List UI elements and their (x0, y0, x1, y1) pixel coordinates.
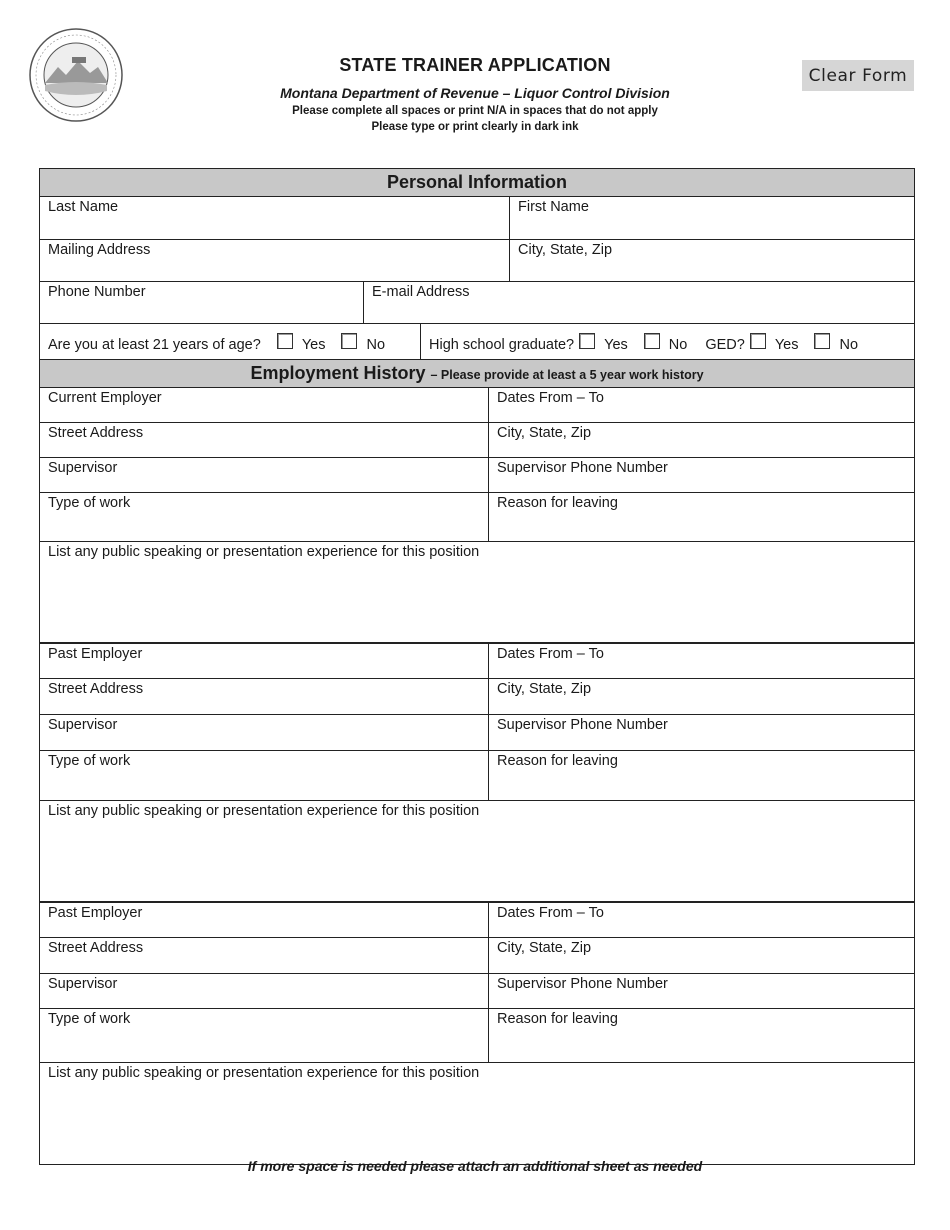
employer-3-supervisor-phone-field[interactable] (488, 974, 914, 1008)
employer-1-city-field[interactable] (488, 423, 914, 457)
employer-3-city-field[interactable] (488, 938, 914, 973)
age-no-checkbox[interactable] (341, 333, 357, 349)
employer-3-label: Past Employer (48, 905, 143, 921)
footer-note: If more space is needed please attach an additional sheet as needed (247, 1158, 703, 1174)
speaking-label: List any public speaking or presentation experience for this position (48, 544, 480, 560)
reason-label: Reason for leaving (497, 495, 618, 511)
employment-history-heading (40, 360, 914, 388)
hs-yes-checkbox[interactable] (579, 333, 595, 349)
ged-yes-checkbox[interactable] (750, 333, 766, 349)
employer-3-reason-field[interactable] (488, 1009, 914, 1062)
application-form (39, 168, 915, 1165)
age-question-label: Are you at least 21 years of age? (48, 337, 261, 353)
hs-no-label: No (668, 337, 688, 353)
employer-3-street-field[interactable] (40, 938, 488, 973)
last-name-label: Last Name (48, 199, 119, 215)
employer-2-supervisor-row (40, 715, 914, 751)
city-state-zip-label: City, State, Zip (518, 242, 613, 258)
age-yes-checkbox[interactable] (277, 333, 293, 349)
last-name-field[interactable] (40, 197, 509, 239)
first-name-field[interactable] (509, 197, 914, 239)
employer-2-supervisor-field[interactable] (40, 715, 488, 750)
phone-number-label: Phone Number (48, 284, 146, 300)
type-of-work-label: Type of work (48, 495, 131, 511)
employment-history-title: Employment History (250, 363, 426, 383)
employer-1-work-row (40, 493, 914, 542)
employer-3-field[interactable] (40, 903, 488, 937)
reason-label: Reason for leaving (497, 753, 618, 769)
email-address-label: E-mail Address (372, 284, 470, 300)
employer-1-supervisor-field[interactable] (40, 458, 488, 492)
hs-yes-label: Yes (604, 337, 628, 353)
street-label: Street Address (48, 425, 144, 441)
city-state-zip-field[interactable] (509, 240, 914, 281)
dates-label: Dates From – To (497, 390, 604, 406)
speaking-label: List any public speaking or presentation experience for this position (48, 803, 480, 819)
ged-yes-label: Yes (774, 337, 799, 353)
employer-1-type-of-work-field[interactable] (40, 493, 488, 541)
employer-1-row (40, 388, 914, 423)
age-no-label: No (366, 337, 386, 353)
instruction-na: Please complete all spaces or print N/A in spaces that do not apply (292, 105, 658, 117)
employer-1-speaking-field[interactable] (40, 542, 914, 642)
dates-label: Dates From – To (497, 646, 604, 662)
employer-1-speaking-row (40, 542, 914, 644)
supervisor-phone-label: Supervisor Phone Number (497, 976, 668, 992)
street-label: Street Address (48, 940, 144, 956)
education-question (420, 324, 914, 359)
dates-label: Dates From – To (497, 905, 604, 921)
eligibility-row (40, 324, 914, 360)
employer-2-address-row (40, 679, 914, 715)
supervisor-label: Supervisor (48, 976, 118, 992)
employer-1-street-field[interactable] (40, 423, 488, 457)
supervisor-phone-label: Supervisor Phone Number (497, 460, 668, 476)
speaking-label: List any public speaking or presentation experience for this position (48, 1065, 480, 1081)
city-label: City, State, Zip (497, 425, 592, 441)
supervisor-label: Supervisor (48, 717, 118, 733)
instruction-ink: Please type or print clearly in dark ink (371, 121, 579, 133)
type-of-work-label: Type of work (48, 753, 131, 769)
personal-information-heading: Personal Information (40, 169, 914, 197)
reason-label: Reason for leaving (497, 1011, 618, 1027)
ged-question-label: GED? (705, 337, 745, 353)
ged-no-label: No (839, 337, 859, 353)
employer-2-work-row (40, 751, 914, 801)
supervisor-label: Supervisor (48, 460, 118, 476)
hs-no-checkbox[interactable] (644, 333, 660, 349)
employer-3-dates-field[interactable] (488, 903, 914, 937)
employer-1-address-row (40, 423, 914, 458)
email-address-field[interactable] (363, 282, 914, 323)
mailing-address-label: Mailing Address (48, 242, 151, 258)
city-label: City, State, Zip (497, 940, 592, 956)
employer-3-supervisor-field[interactable] (40, 974, 488, 1008)
age-yes-label: Yes (301, 337, 326, 353)
employer-1-supervisor-phone-field[interactable] (488, 458, 914, 492)
employer-2-label: Past Employer (48, 646, 143, 662)
hs-question-label: High school graduate? (429, 337, 575, 353)
name-row (40, 197, 914, 240)
clear-form-button[interactable]: Clear Form (802, 60, 914, 91)
address-row (40, 240, 914, 282)
contact-row (40, 282, 914, 324)
employer-2-reason-field[interactable] (488, 751, 914, 800)
employer-1-field[interactable] (40, 388, 488, 422)
employer-2-type-of-work-field[interactable] (40, 751, 488, 800)
type-of-work-label: Type of work (48, 1011, 131, 1027)
employer-2-speaking-row (40, 801, 914, 903)
employer-1-label: Current Employer (48, 390, 162, 406)
employer-1-reason-field[interactable] (488, 493, 914, 541)
city-label: City, State, Zip (497, 681, 592, 697)
employer-3-supervisor-row (40, 974, 914, 1009)
form-subtitle: Montana Department of Revenue – Liquor Control Division (280, 85, 670, 101)
supervisor-phone-label: Supervisor Phone Number (497, 717, 668, 733)
employer-2-row (40, 644, 914, 679)
employer-3-row (40, 903, 914, 938)
employer-3-speaking-field[interactable] (40, 1063, 914, 1164)
employer-3-type-of-work-field[interactable] (40, 1009, 488, 1062)
employer-2-dates-field[interactable] (488, 644, 914, 678)
employer-1-dates-field[interactable] (488, 388, 914, 422)
employer-2-field[interactable] (40, 644, 488, 678)
ged-no-checkbox[interactable] (814, 333, 830, 349)
employer-2-city-field[interactable] (488, 679, 914, 714)
employer-3-work-row (40, 1009, 914, 1063)
phone-number-field[interactable] (40, 282, 363, 323)
street-label: Street Address (48, 681, 144, 697)
mailing-address-field[interactable] (40, 240, 509, 281)
employment-history-note: – Please provide at least a 5 year work history (430, 368, 704, 382)
first-name-label: First Name (518, 199, 589, 215)
employer-2-speaking-field[interactable] (40, 801, 914, 901)
employer-2-supervisor-phone-field[interactable] (488, 715, 914, 750)
state-seal-logo (28, 27, 124, 123)
employer-2-street-field[interactable] (40, 679, 488, 714)
age-question (40, 324, 420, 359)
employer-3-speaking-row (40, 1063, 914, 1165)
form-title: STATE TRAINER APPLICATION (339, 55, 611, 75)
employer-3-address-row (40, 938, 914, 974)
form-header (190, 55, 760, 133)
employer-1-supervisor-row (40, 458, 914, 493)
